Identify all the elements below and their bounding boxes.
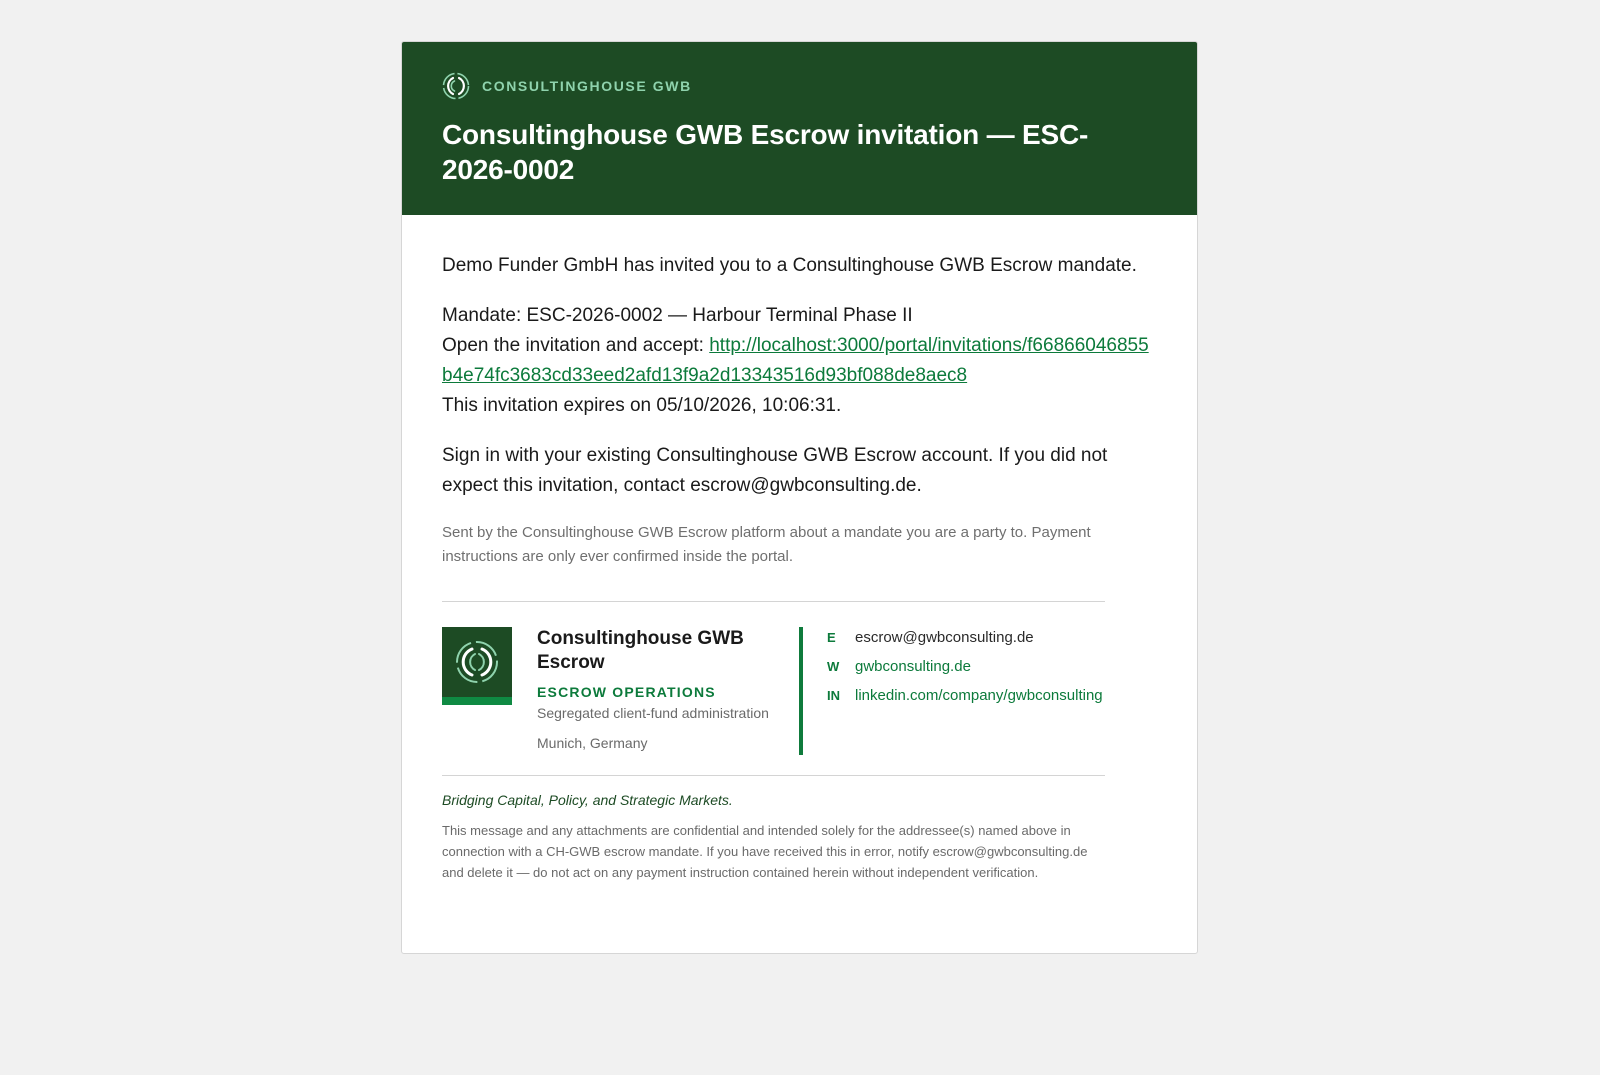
contact-linkedin-link[interactable]: linkedin.com/company/gwbconsulting — [855, 687, 1103, 704]
contact-linkedin-row — [827, 687, 1103, 716]
open-invitation-line — [442, 331, 1157, 391]
open-invitation-prefix: Open the invitation and accept: — [442, 335, 710, 356]
tagline: Bridging Capital, Policy, and Strategic Markets. — [442, 792, 733, 808]
brand-logo-icon — [442, 72, 470, 100]
email-title: Consultinghouse GWB Escrow invitation — ESC-2026-0002 — [442, 119, 1089, 185]
signature-role: ESCROW OPERATIONS — [537, 684, 716, 700]
contact-web-link[interactable]: gwbconsulting.de — [855, 658, 971, 675]
email-card — [401, 41, 1198, 954]
intro-text: Demo Funder GmbH has invited you to a Consultinghouse GWB Escrow mandate. — [442, 255, 1137, 276]
signature-divider — [799, 627, 803, 755]
signature-logo — [442, 627, 512, 705]
contact-linkedin-key: IN — [827, 688, 840, 703]
contact-email-row — [827, 629, 1103, 658]
fine-print: Sent by the Consultinghouse GWB Escrow platform about a mandate you are a party to. Payment instructions are only ever confirmed inside the portal. — [442, 524, 1091, 565]
signature-location: Munich, Germany — [537, 735, 648, 751]
contact-web-row — [827, 658, 1103, 687]
contact-email-value[interactable]: escrow@gwbconsulting.de — [855, 629, 1034, 646]
expiry-text: This invitation expires on 05/10/2026, 10:06:31. — [442, 395, 842, 416]
email-header — [402, 42, 1197, 215]
signin-text: Sign in with your existing Consultinghouse GWB Escrow account. If you did not expect this invitation, contact escrow@gwbconsulting.de. — [442, 445, 1108, 496]
signature-block — [442, 601, 1105, 776]
disclaimer: This message and any attachments are confidential and intended solely for the addressee(s) named above in connection with a CH-GWB escrow mandate. If you have received this in error, notify escrow@gwbconsulting.de and delete it — do not act on any payment instruction contained herein without independent verification. — [442, 823, 1088, 880]
signature-logo-band — [442, 697, 512, 705]
mandate-block — [442, 301, 1157, 421]
invitation-link[interactable]: http://localhost:3000/portal/invitations/f66866046855b4e74fc3683cd33eed2afd13f9a2d13343516d93bf088de8aec8 — [442, 335, 1149, 386]
brand-name: CONSULTINGHOUSE GWB — [482, 78, 692, 94]
signature-description: Segregated client-fund administration — [537, 705, 769, 721]
contact-email-key: E — [827, 630, 836, 645]
mandate-text: Mandate: ESC-2026-0002 — Harbour Terminal Phase II — [442, 305, 913, 326]
signature-name: Consultinghouse GWB Escrow — [537, 628, 744, 673]
signature-identity — [537, 627, 799, 755]
brand-row — [442, 72, 1157, 100]
email-body — [402, 215, 1197, 883]
signature-contacts — [827, 627, 1103, 755]
signature-logo-icon — [455, 640, 499, 684]
contact-web-key: W — [827, 659, 840, 674]
